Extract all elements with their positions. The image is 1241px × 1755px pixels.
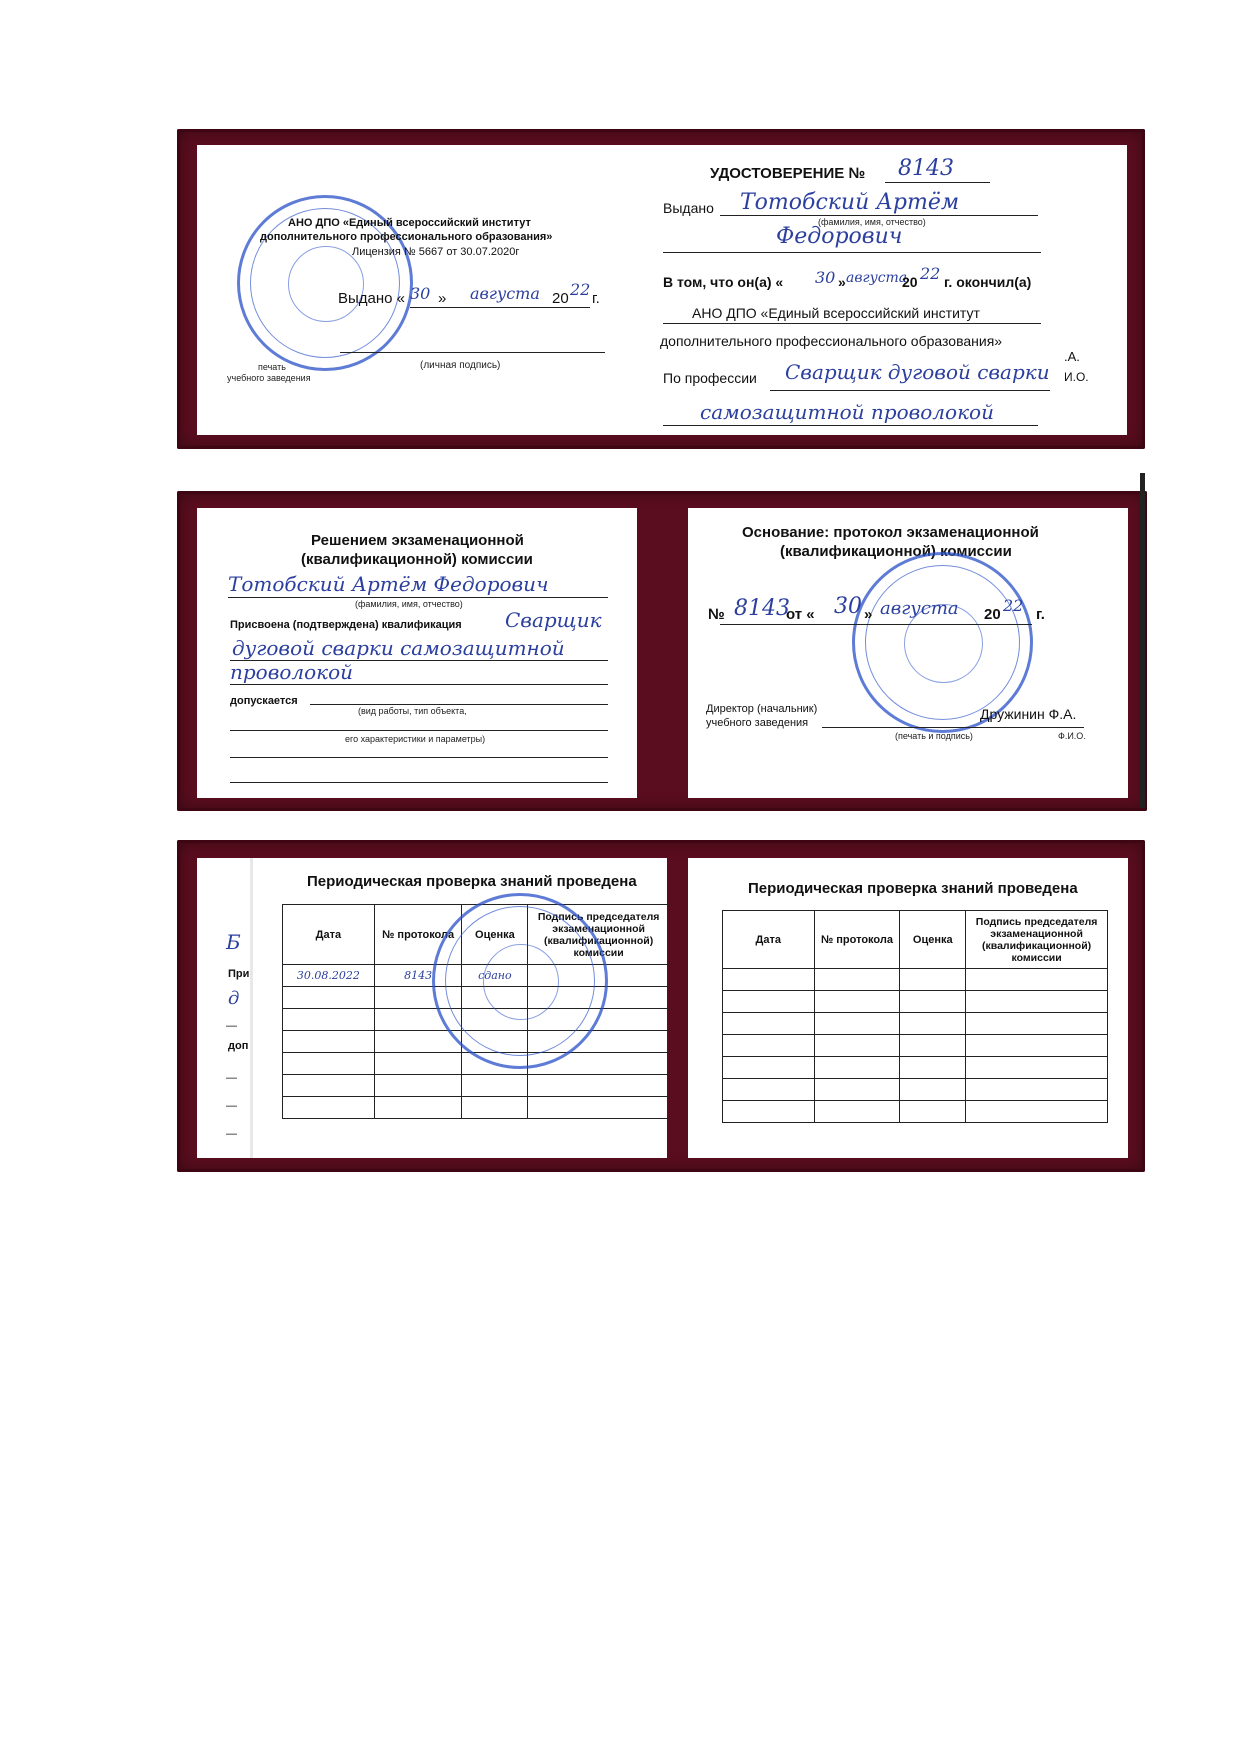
director-line2: учебного заведения xyxy=(706,717,809,729)
allowed-label: допускается xyxy=(230,695,298,707)
org-name-line1: АНО ДПО «Единый всероссийский институт xyxy=(288,217,531,229)
right-edge-shadow xyxy=(1140,473,1145,808)
certificate-number-underline xyxy=(885,182,990,183)
holder-surname-name: Тотобский Артём xyxy=(740,190,960,215)
profession-label: По профессии xyxy=(663,370,757,386)
check-table-left xyxy=(282,904,670,1119)
issued-to-label: Выдано xyxy=(663,200,714,216)
table-row xyxy=(723,1035,1108,1057)
holder-patronymic: Федорович xyxy=(776,224,903,249)
completed-month: августа xyxy=(846,270,908,286)
license-text: Лицензия № 5667 от 30.07.2020г xyxy=(352,246,520,258)
col-signature-header: Подпись председателя экзаменационной (квалификационной) комиссии xyxy=(966,911,1108,969)
org-name-line2: дополнительного профессионального образования» xyxy=(260,231,553,243)
page-fold-shadow xyxy=(250,858,253,1158)
table-row xyxy=(723,969,1108,991)
table-row xyxy=(723,1079,1108,1101)
protocol-year: 22 xyxy=(1003,596,1024,615)
protocol-mid: » xyxy=(864,606,873,623)
decision-title1: Решением экзаменационной xyxy=(311,532,524,549)
col-protocol-header: № протокола xyxy=(814,911,900,969)
check-table-right xyxy=(722,910,1108,1123)
basis-title2: (квалификационной) комиссии xyxy=(780,543,1012,560)
decision-fio-underline xyxy=(228,597,608,598)
profession-line1-underline xyxy=(770,390,1050,391)
seal-caption-1: печать xyxy=(258,362,286,372)
profession-line2-underline xyxy=(663,425,1038,426)
issued-mid: » xyxy=(438,290,447,307)
peek-text-1: Б xyxy=(226,930,241,954)
holder-patronymic-underline xyxy=(663,252,1041,253)
protocol-month: августа xyxy=(880,598,959,619)
signature-line xyxy=(340,352,605,353)
qualification-1: Сварщик xyxy=(505,608,602,632)
protocol-day: 30 xyxy=(834,594,862,619)
row-signature xyxy=(528,965,670,987)
issued-month: августа xyxy=(470,284,540,303)
decision-fio: Тотобский Артём Федорович xyxy=(228,572,549,596)
peek-text-2: При xyxy=(228,968,250,980)
certificate-page-1 xyxy=(197,145,1127,435)
decision-title2: (квалификационной) комиссии xyxy=(301,551,533,568)
protocol-year-suffix: г. xyxy=(1036,606,1045,623)
allowed-caption-1: (вид работы, тип объекта, xyxy=(358,706,467,716)
director-sign-line xyxy=(822,727,1084,728)
row-protocol: 8143 xyxy=(374,965,462,987)
school-line1: АНО ДПО «Единый всероссийский институт xyxy=(692,305,980,321)
basis-title1: Основание: протокол экзаменационной xyxy=(742,524,1039,541)
completed-year: 22 xyxy=(920,264,941,283)
table-row xyxy=(723,1101,1108,1123)
table-row xyxy=(723,1013,1108,1035)
protocol-from-label: от « xyxy=(786,606,815,623)
table-row xyxy=(283,1097,670,1119)
issued-day: 30 xyxy=(410,284,431,303)
col-protocol-header: № протокола xyxy=(374,905,462,965)
allowed-underline-1 xyxy=(310,704,608,705)
school-line1-underline xyxy=(663,323,1041,324)
peek-text-7: — xyxy=(226,1100,237,1112)
certificate-title: УДОСТОВЕРЕНИЕ № xyxy=(710,165,866,182)
profession-line1: Сварщик дуговой сварки xyxy=(785,360,1050,384)
table-row xyxy=(283,1009,670,1031)
table-row xyxy=(723,1057,1108,1079)
protocol-underline xyxy=(720,624,1032,625)
allowed-underline-4 xyxy=(230,782,608,783)
completed-day: 30 xyxy=(815,268,836,287)
table-row xyxy=(283,1053,670,1075)
table-row xyxy=(283,965,670,987)
protocol-year-prefix: 20 xyxy=(984,606,1001,623)
holder-fio-caption: (фамилия, имя, отчество) xyxy=(818,217,926,227)
check-title-right: Периодическая проверка знаний проведена xyxy=(748,880,1078,897)
qualification-underline-2 xyxy=(230,684,608,685)
allowed-underline-3 xyxy=(230,757,608,758)
col-signature-header: Подпись председателя экзаменационной (квалификационной) комиссии xyxy=(528,905,670,965)
table-row xyxy=(283,987,670,1009)
col-date-header: Дата xyxy=(723,911,815,969)
completed-prefix: В том, что он(а) « xyxy=(663,274,784,290)
edge-text-1: .А. xyxy=(1064,349,1080,364)
director-sign-caption: (печать и подпись) xyxy=(895,731,973,741)
issued-year: 22 xyxy=(570,280,591,299)
signature-caption: (личная подпись) xyxy=(420,360,501,371)
table-row xyxy=(723,991,1108,1013)
director-name: Дружинин Ф.А. xyxy=(980,706,1077,722)
completed-year-prefix: 20 xyxy=(902,274,918,290)
director-line1: Директор (начальник) xyxy=(706,703,818,715)
certificate-number: 8143 xyxy=(898,156,954,181)
col-grade-header: Оценка xyxy=(462,905,528,965)
allowed-caption-2: его характеристики и параметры) xyxy=(345,734,486,744)
allowed-underline-2 xyxy=(230,730,608,731)
completed-mid: » xyxy=(838,274,846,290)
protocol-no-label: № xyxy=(708,606,725,623)
decision-fio-caption: (фамилия, имя, отчество) xyxy=(355,599,463,609)
edge-text-2: И.О. xyxy=(1064,370,1089,384)
peek-text-4: — xyxy=(226,1020,237,1032)
qualification-3: проволокой xyxy=(230,660,354,684)
seal-caption-2: учебного заведения xyxy=(227,373,311,383)
peek-text-3: д xyxy=(228,988,240,1009)
issued-date-underline xyxy=(410,307,590,308)
check-title-left: Периодическая проверка знаний проведена xyxy=(307,873,637,890)
issued-suffix: г. xyxy=(592,290,600,307)
col-date-header: Дата xyxy=(283,905,375,965)
profession-line2: самозащитной проволокой xyxy=(700,400,994,424)
qualification-label: Присвоена (подтверждена) квалификация xyxy=(230,619,462,631)
school-line2: дополнительного профессионального образования» xyxy=(660,333,1003,349)
completed-suffix: г. окончил(а) xyxy=(944,274,1032,290)
protocol-number: 8143 xyxy=(734,596,790,621)
peek-text-5: доп xyxy=(228,1040,249,1052)
row-grade: сдано xyxy=(462,965,528,987)
table-row xyxy=(283,1031,670,1053)
director-fio-caption: Ф.И.О. xyxy=(1058,731,1086,741)
peek-text-6: — xyxy=(226,1072,237,1084)
row-date: 30.08.2022 xyxy=(283,965,375,987)
qualification-2: дуговой сварки самозащитной xyxy=(232,636,565,660)
col-grade-header: Оценка xyxy=(900,911,966,969)
peek-text-8: — xyxy=(226,1128,237,1140)
issued-date-label: Выдано « xyxy=(338,290,406,307)
issued-year-prefix: 20 xyxy=(552,290,569,307)
table-row xyxy=(283,1075,670,1097)
holder-name-underline xyxy=(720,215,1038,216)
